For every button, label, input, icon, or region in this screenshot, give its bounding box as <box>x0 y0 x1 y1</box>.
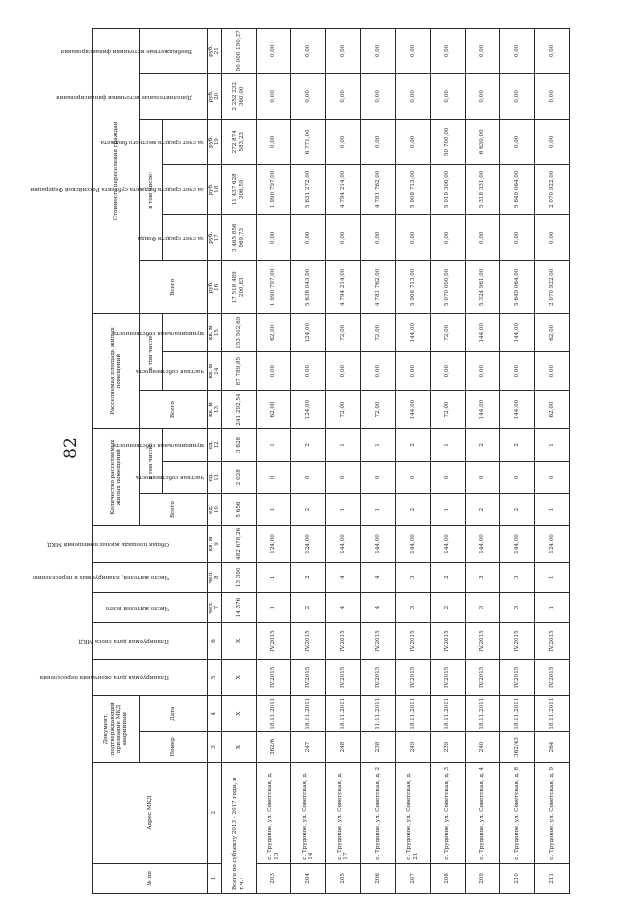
cell: 0,00 <box>361 73 396 119</box>
header-cost-extra: Дополнительные источники финансирования <box>140 73 208 119</box>
cell: 2 <box>291 493 326 525</box>
header-cost-subject: за счет средств бюджета субъекта Российской Федерации <box>163 164 208 215</box>
header-area-municipal: муниципальная собственность <box>163 314 208 352</box>
cell: 72,00 <box>361 314 396 352</box>
cell: IV.2015 <box>395 659 430 695</box>
cell: 0 <box>326 461 361 493</box>
table-row <box>395 29 430 894</box>
cell: 144,00 <box>465 314 500 352</box>
header-cost-nonbudget: Внебюджетные источники финансирования <box>140 29 208 74</box>
address-cell: с. Трудовое, ул. Советская, д. 14 <box>291 762 326 863</box>
cell: 18.11.2011 <box>465 695 500 731</box>
cell: 0 <box>430 461 465 493</box>
cell: 0,00 <box>535 29 570 74</box>
cell: 0,00 <box>256 352 291 390</box>
cell: 6 771,00 <box>291 120 326 164</box>
cell: 72,00 <box>326 390 361 428</box>
col-unit: кв. м 9 <box>208 526 222 562</box>
table-row <box>256 29 291 894</box>
cell: Х <box>221 695 256 731</box>
address-cell: с. Трудовое, ул. Советская, д. 8 <box>500 762 535 863</box>
col-number: 6 <box>208 623 222 659</box>
cell: 0,00 <box>465 352 500 390</box>
cell: 0 <box>500 461 535 493</box>
header-count-total: Всего <box>140 493 208 525</box>
table-row <box>326 29 361 894</box>
cell: 4 <box>326 592 361 622</box>
cell: 4 781 762,00 <box>361 261 396 314</box>
cell: 0,00 <box>535 352 570 390</box>
header-row-groups <box>93 29 140 894</box>
header-area-total: Всего <box>140 390 208 428</box>
header-count-group: Количество расселяемых жилых помещений <box>93 429 140 526</box>
cell: 3 <box>395 592 430 622</box>
cell: 2 070 922,00 <box>535 164 570 215</box>
address-cell: с. Трудовое, ул. Советская, д. 17 <box>326 762 361 863</box>
cell: 1 <box>361 429 396 461</box>
cell: 0,00 <box>326 215 361 261</box>
table-sheet <box>30 28 570 894</box>
col-unit: руб. 20 <box>208 73 222 119</box>
cell: 87 789,85 <box>221 352 256 390</box>
cell: 6 630,00 <box>465 120 500 164</box>
col-unit: руб. 18 <box>208 164 222 215</box>
cell: 144,00 <box>361 526 396 562</box>
cell: 144,00 <box>500 526 535 562</box>
address-cell: с. Трудовое, ул. Советская, д. 21 <box>395 762 430 863</box>
cell: 5 631 272,00 <box>291 164 326 215</box>
cell: 205 <box>326 863 361 893</box>
header-plan-demolish: Планируемая дата сноса МКД <box>93 623 208 659</box>
cell: 11.11.2011 <box>361 695 396 731</box>
cell: 238 <box>361 732 396 762</box>
cell: IV.2015 <box>395 623 430 659</box>
cell: 2 <box>430 562 465 592</box>
cell: 2 252 232 360,00 <box>221 73 256 119</box>
col-unit: ед. 11 <box>208 461 222 493</box>
cell: 18.11.2011 <box>395 695 430 731</box>
cell: 0,00 <box>535 120 570 164</box>
cell: 124,00 <box>535 526 570 562</box>
col-unit: кв. м 14 <box>208 352 222 390</box>
col-unit: чел. 7 <box>208 592 222 622</box>
cell: 1 <box>430 493 465 525</box>
cell: IV.2015 <box>430 623 465 659</box>
col-unit: руб. 19 <box>208 120 222 164</box>
total-row <box>221 29 256 894</box>
col-number: 2 <box>208 762 222 863</box>
cell: 153 502,69 <box>221 314 256 352</box>
cell: 124,00 <box>291 314 326 352</box>
cell: 144,00 <box>500 390 535 428</box>
cell: IV.2015 <box>291 623 326 659</box>
cell: IV.2015 <box>500 659 535 695</box>
cell: 3 <box>465 562 500 592</box>
table-row <box>361 29 396 894</box>
cell: 3 <box>500 562 535 592</box>
cell: 2 <box>291 429 326 461</box>
header-area-private: частная собственность <box>163 352 208 390</box>
cell: 1 <box>361 493 396 525</box>
cell: 204 <box>291 863 326 893</box>
header-doc-number: Номер <box>140 732 208 762</box>
cell: 144,00 <box>465 390 500 428</box>
cell: 0,00 <box>430 73 465 119</box>
cell: 4 <box>361 592 396 622</box>
cell: 0,00 <box>256 29 291 74</box>
cell: IV.2015 <box>465 659 500 695</box>
cell: 5 908 713,00 <box>395 164 430 215</box>
cell: 3 <box>395 562 430 592</box>
cell: Х <box>221 623 256 659</box>
cell: 0,00 <box>291 73 326 119</box>
cell: 3 628 <box>221 429 256 461</box>
cell: 362/43 <box>500 732 535 762</box>
cell: 0,00 <box>500 73 535 119</box>
cell: IV.2015 <box>361 623 396 659</box>
header-num: № пп <box>93 863 208 893</box>
cell: 0,00 <box>291 29 326 74</box>
cell: 1 990 797,00 <box>256 164 291 215</box>
cell: 17 518 489 200,83 <box>221 261 256 314</box>
cell: 2 <box>500 429 535 461</box>
cell: 4 781 762,00 <box>361 164 396 215</box>
cell: 0 <box>535 461 570 493</box>
cell: 0,00 <box>256 215 291 261</box>
cell: 11 437 628 306,59 <box>221 164 256 215</box>
cell: 0,00 <box>395 215 430 261</box>
cell: IV.2015 <box>256 623 291 659</box>
table-row <box>500 29 535 894</box>
cell: 72,00 <box>430 390 465 428</box>
cell: 62,00 <box>256 314 291 352</box>
cell: 0,00 <box>395 352 430 390</box>
cell: 2 <box>395 429 430 461</box>
cell: 5 070 000,00 <box>430 261 465 314</box>
cell: 2 <box>500 493 535 525</box>
cell: 144,00 <box>465 526 500 562</box>
cell: 72,00 <box>326 314 361 352</box>
cell: 2 <box>291 592 326 622</box>
cell: 144,00 <box>500 314 535 352</box>
cell: 2 <box>430 592 465 622</box>
cell: 4 <box>326 562 361 592</box>
cell: 0,00 <box>291 352 326 390</box>
cell: 207 <box>395 863 430 893</box>
cell: 18.11.2011 <box>256 695 291 731</box>
cell: 272 874 583,23 <box>221 120 256 164</box>
cell: 241 292,54 <box>221 390 256 428</box>
cell: 0,00 <box>535 73 570 119</box>
cell: 1 990 797,00 <box>256 261 291 314</box>
cell: 0,00 <box>465 29 500 74</box>
cell: Х <box>221 659 256 695</box>
cell: IV.2015 <box>500 623 535 659</box>
header-cost-incl: в том числе: <box>140 120 163 261</box>
cell: 0,00 <box>361 352 396 390</box>
cell: 124,00 <box>256 526 291 562</box>
cell: 1 <box>430 429 465 461</box>
cell: 62,00 <box>535 314 570 352</box>
cell: 264 <box>535 732 570 762</box>
total-label: Всего по субъекту 2013 - 2017 годы, в т.ч.: <box>221 762 256 893</box>
cell: 4 794 214,00 <box>326 261 361 314</box>
cell: 0,00 <box>326 352 361 390</box>
cell: 1 <box>535 562 570 592</box>
cell: 62,00 <box>535 390 570 428</box>
col-unit: кв. м 13 <box>208 390 222 428</box>
header-residents: Число жителей всего <box>93 592 208 622</box>
cell: 0,00 <box>291 215 326 261</box>
cell: 62,00 <box>256 390 291 428</box>
cell: IV.2015 <box>430 659 465 695</box>
header-area-incl: в том числе: <box>140 314 163 391</box>
address-cell: с. Трудовое, ул. Советская, д. 3 <box>430 762 465 863</box>
cell: 50 700,00 <box>430 120 465 164</box>
cell: 4 <box>361 562 396 592</box>
header-count-municipal: муниципальная собственность <box>163 429 208 461</box>
cell: 3 <box>500 592 535 622</box>
cell: IV.2015 <box>256 659 291 695</box>
cell: 2 028 <box>221 461 256 493</box>
cell: 0,00 <box>361 120 396 164</box>
cell: 0,00 <box>326 29 361 74</box>
cell: 1 <box>256 562 291 592</box>
cell: 482 678,26 <box>221 526 256 562</box>
header-area: Общая площадь жилых помещений МКД <box>93 526 208 562</box>
header-cost-local: за счет средств местного бюджета <box>163 120 208 164</box>
cell: 3 <box>465 592 500 622</box>
col-unit: ед. 10 <box>208 493 222 525</box>
cell: 5 908 713,00 <box>395 261 430 314</box>
cell: 0,00 <box>361 29 396 74</box>
header-area-group: Расселяемая площадь жилых помещений <box>93 314 140 429</box>
cell: 2 <box>465 493 500 525</box>
address-cell: с. Трудовое, ул. Советская, д. 2 <box>361 762 396 863</box>
cell: 1 <box>256 429 291 461</box>
cell: 90 000 190,37 <box>221 29 256 74</box>
cell: Х <box>221 732 256 762</box>
cell: 0 <box>291 461 326 493</box>
col-number: 1 <box>208 863 222 893</box>
col-unit: руб. 17 <box>208 215 222 261</box>
cell: 144,00 <box>395 526 430 562</box>
cell: 1 <box>535 592 570 622</box>
cell: 0,00 <box>430 352 465 390</box>
cell: IV.2015 <box>326 659 361 695</box>
col-number: 4 <box>208 695 222 731</box>
cell: 13 390 <box>221 562 256 592</box>
cell: 362/6 <box>256 732 291 762</box>
cell: 1 <box>256 493 291 525</box>
header-count-incl: в том числе: <box>140 429 163 494</box>
cell: 0,00 <box>465 215 500 261</box>
cell: 0,00 <box>500 352 535 390</box>
header-cost-fund: за счет средств Фонда <box>163 215 208 261</box>
page-number: 82 <box>60 437 81 459</box>
cell: 1 <box>535 429 570 461</box>
cell: 144,00 <box>395 390 430 428</box>
col-unit: кв. м 15 <box>208 314 222 352</box>
cell: 124,00 <box>291 526 326 562</box>
cell: 5 019 300,00 <box>430 164 465 215</box>
cell: 0,00 <box>395 73 430 119</box>
cell: 2 <box>395 493 430 525</box>
col-unit: ед. 12 <box>208 429 222 461</box>
cell: 0,00 <box>535 215 570 261</box>
header-row-units <box>208 29 222 894</box>
cell: 18.11.2011 <box>326 695 361 731</box>
address-cell: с. Трудовое, ул. Советская, д. 13 <box>256 762 291 863</box>
cell: 208 <box>430 863 465 893</box>
col-number: 3 <box>208 732 222 762</box>
cell: 210 <box>500 863 535 893</box>
cell: IV.2015 <box>326 623 361 659</box>
header-doc-date: Дата <box>140 695 208 731</box>
table-row <box>430 29 465 894</box>
cell: 0,00 <box>326 73 361 119</box>
cell: 248 <box>326 732 361 762</box>
cell: IV.2015 <box>361 659 396 695</box>
header-residents-plan: Число жителей, планируемых к переселению <box>93 562 208 592</box>
cell: 0,00 <box>395 120 430 164</box>
cell: 0,00 <box>500 215 535 261</box>
cell: 18.11.2011 <box>430 695 465 731</box>
cell: 0,00 <box>326 120 361 164</box>
address-cell: с. Трудовое, ул. Советская, д. 4 <box>465 762 500 863</box>
cell: 247 <box>291 732 326 762</box>
header-plan-reloc: Планируемая дата окончания переселения <box>93 659 208 695</box>
cell: 3 465 856 969,73 <box>221 215 256 261</box>
cell: 144,00 <box>395 314 430 352</box>
table-row <box>291 29 326 894</box>
col-unit: руб. 21 <box>208 29 222 74</box>
cell: 144,00 <box>430 526 465 562</box>
cell: 211 <box>535 863 570 893</box>
cell: 5 324 961,00 <box>465 261 500 314</box>
cell: 1 <box>535 493 570 525</box>
cell: 1 <box>326 493 361 525</box>
cell: 124,00 <box>291 390 326 428</box>
cell: 4 794 214,00 <box>326 164 361 215</box>
cell: 18.11.2011 <box>291 695 326 731</box>
cell: 0,00 <box>500 29 535 74</box>
cell: 5 318 331,00 <box>465 164 500 215</box>
cell: IV.2015 <box>535 659 570 695</box>
cell: 0,00 <box>500 120 535 164</box>
cell: 0,00 <box>430 215 465 261</box>
cell: 0,00 <box>256 73 291 119</box>
cell: 5 656 <box>221 493 256 525</box>
cell: 239 <box>430 732 465 762</box>
cell: 2 <box>291 562 326 592</box>
cell: 0,00 <box>430 29 465 74</box>
col-unit: руб. 16 <box>208 261 222 314</box>
header-cost-total: Всего <box>140 261 208 314</box>
cell: 14 376 <box>221 592 256 622</box>
cell: 203 <box>256 863 291 893</box>
header-address: Адрес МКД <box>93 762 208 863</box>
cell: 1 <box>326 429 361 461</box>
resettlement-table <box>30 28 570 894</box>
cell: 0 <box>361 461 396 493</box>
cell: 5 638 043,00 <box>291 261 326 314</box>
cell: 249 <box>395 732 430 762</box>
cell: 18.11.2011 <box>535 695 570 731</box>
cell: IV.2015 <box>535 623 570 659</box>
address-cell: с. Трудовое, ул. Советская, д. 9 <box>535 762 570 863</box>
cell: 2 <box>465 429 500 461</box>
cell: 1 <box>256 592 291 622</box>
cell: 0,00 <box>361 215 396 261</box>
cell: 0,00 <box>465 73 500 119</box>
cell: 0,00 <box>395 29 430 74</box>
cell: 144,00 <box>326 526 361 562</box>
cell: 5 649 064,00 <box>500 164 535 215</box>
cell: 0 <box>395 461 430 493</box>
cell: 0 <box>465 461 500 493</box>
cell: 18.11.2011 <box>500 695 535 731</box>
cell: 209 <box>465 863 500 893</box>
cell: 0,00 <box>256 120 291 164</box>
col-number: 5 <box>208 659 222 695</box>
header-doc-group: Документ, подтверждающий признание МКД аварийным <box>93 695 140 762</box>
cell: IV.2015 <box>465 623 500 659</box>
header-count-private: частная собственность <box>163 461 208 493</box>
cell: 72,00 <box>361 390 396 428</box>
cell: 0 <box>256 461 291 493</box>
table-row <box>535 29 570 894</box>
cell: 2 070 922,00 <box>535 261 570 314</box>
header-cost-group: Стоимость переселения граждан <box>93 29 140 314</box>
table-row <box>465 29 500 894</box>
cell: 5 649 064,00 <box>500 261 535 314</box>
cell: IV.2015 <box>291 659 326 695</box>
cell: 240 <box>465 732 500 762</box>
cell: 206 <box>361 863 396 893</box>
cell: 72,00 <box>430 314 465 352</box>
col-unit: чел. 8 <box>208 562 222 592</box>
